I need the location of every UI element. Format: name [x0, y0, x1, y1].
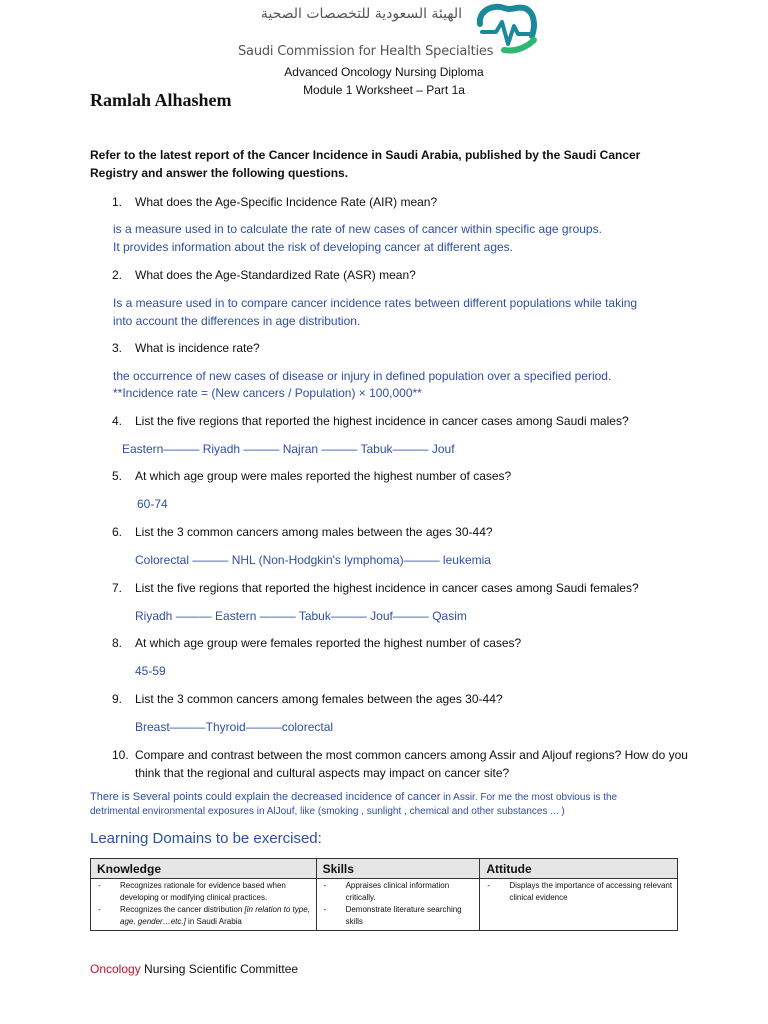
- skills-cell: [316, 879, 480, 931]
- answer-10-line-1: [90, 790, 690, 805]
- footer-committee: [90, 962, 298, 976]
- org-name-arabic: الهيئة السعودية للتخصصات الصحية: [260, 6, 462, 22]
- list-item: [320, 904, 477, 928]
- organization-logo: [230, 2, 540, 64]
- answer-1-line-1: is a measure used in to calculate the rate of new cases of cancer within specific age groups.: [113, 222, 602, 236]
- question-text: List the five regions that reported the highest incidence in cancer cases among Saudi females?: [135, 581, 639, 595]
- list-item: [483, 880, 674, 904]
- question-number: 1.: [112, 195, 123, 209]
- bullet-dash: -: [98, 905, 101, 914]
- attitude-cell: [480, 879, 678, 931]
- question-text: What does the Age-Specific Incidence Rate (AIR) mean?: [135, 195, 438, 209]
- list-item: [94, 904, 313, 928]
- column-header-attitude: Attitude: [480, 859, 678, 879]
- answer-9: Breast———Thyroid———colorectal: [135, 720, 334, 734]
- scfhs-logo-icon: [474, 2, 540, 60]
- bullet-dash: -: [98, 881, 101, 890]
- question-number: 5.: [112, 469, 123, 483]
- list-item-text: Recognizes rationale for evidence based when developing or modifying clinical practices.: [120, 881, 286, 902]
- answer-5: 60-74: [137, 497, 168, 511]
- answer-8: 45-59: [135, 664, 166, 678]
- learning-domains-heading: Learning Domains to be exercised:: [90, 830, 322, 847]
- module-title: Module 1 Worksheet – Part 1a: [303, 83, 465, 97]
- list-item-text: Displays the importance of accessing relevant clinical evidence: [509, 881, 673, 902]
- question-text: At which age group were females reported the highest number of cases?: [135, 636, 522, 650]
- question-number: 7.: [112, 581, 123, 595]
- list-item: [94, 880, 313, 904]
- footer-accent: Oncology: [90, 962, 141, 976]
- instructions: Refer to the latest report of the Cancer Incidence in Saudi Arabia, published by the Saudi Cancer Registry and answer the following questions.: [90, 148, 641, 180]
- question-number: 8.: [112, 636, 123, 650]
- answer-10-line-2: detrimental environmental exposures in AlJouf, like (smoking , sunlight , chemical and other substances ... ): [90, 806, 565, 817]
- column-header-knowledge: Knowledge: [91, 859, 317, 879]
- answer-2-line-1: Is a measure used in to compare cancer incidence rates between different populations while taking: [113, 296, 638, 310]
- answer-10-part-1: There is Several points could explain the decreased incidence of cancer: [90, 791, 441, 803]
- list-item-text: Demonstrate literature searching skills: [345, 905, 462, 926]
- answer-2-line-2: into account the differences in age distribution.: [113, 314, 361, 328]
- answer-6: Colorectal ——— NHL (Non-Hodgkin's lymphoma)——— leukemia: [135, 553, 491, 567]
- question-number: 6.: [112, 525, 123, 539]
- question-number: 4.: [112, 414, 123, 428]
- list-item-text: Recognizes the cancer distribution: [120, 905, 245, 914]
- list-item-italic: [in relation to type, age, gender…etc.]: [120, 905, 310, 926]
- question-text: What is incidence rate?: [135, 341, 260, 355]
- answer-10-part-2: in Assir. For me the most obvious is the: [440, 792, 618, 803]
- bullet-dash: -: [487, 881, 490, 890]
- question-text: List the 3 common cancers among males between the ages 30-44?: [135, 525, 493, 539]
- question-text: What does the Age-Standardized Rate (ASR) mean?: [135, 268, 416, 282]
- answer-7: Riyadh ——— Eastern ——— Tabuk——— Jouf——— Qasim: [135, 609, 467, 623]
- question-number: 3.: [112, 341, 123, 355]
- column-header-skills: Skills: [316, 859, 480, 879]
- answer-10: [90, 790, 690, 819]
- bullet-dash: -: [323, 881, 327, 890]
- table-row: [91, 879, 678, 931]
- answer-4: Eastern——— Riyadh ——— Najran ——— Tabuk——— Jouf: [122, 442, 455, 456]
- answer-1-line-2: It provides information about the risk of developing cancer at different ages.: [113, 240, 514, 254]
- question-number: 2.: [112, 268, 123, 282]
- footer-rest: Nursing Scientific Committee: [140, 962, 299, 976]
- learning-domains-table: [90, 858, 678, 931]
- course-title: Advanced Oncology Nursing Diploma: [284, 65, 484, 79]
- question-text: At which age group were males reported the highest number of cases?: [135, 469, 512, 483]
- answer-3-line-1: the occurrence of new cases of disease or injury in defined population over a specified period.: [113, 369, 612, 383]
- table-header-row: [91, 859, 678, 879]
- question-text: List the 3 common cancers among females between the ages 30-44?: [135, 692, 503, 706]
- student-name: Ramlah Alhashem: [90, 90, 232, 110]
- list-item-tail: in Saudi Arabia: [185, 917, 242, 926]
- bullet-dash: -: [323, 905, 327, 914]
- question-text: Compare and contrast between the most common cancers among Assir and Aljouf regions? How do you think that the regional and cultural aspects may impact on cancer site?: [135, 748, 688, 780]
- org-name-english: Saudi Commission for Health Specialties: [238, 44, 494, 59]
- question-text: List the five regions that reported the highest incidence in cancer cases among Saudi males?: [135, 414, 629, 428]
- question-number: 9.: [112, 692, 123, 706]
- question-number: 10.: [112, 748, 129, 762]
- answer-3-line-2: **Incidence rate = (New cancers / Population) × 100,000**: [113, 386, 422, 400]
- knowledge-cell: [91, 879, 317, 931]
- list-item-text: Appraises clinical information critically.: [345, 881, 450, 902]
- list-item: [320, 880, 477, 904]
